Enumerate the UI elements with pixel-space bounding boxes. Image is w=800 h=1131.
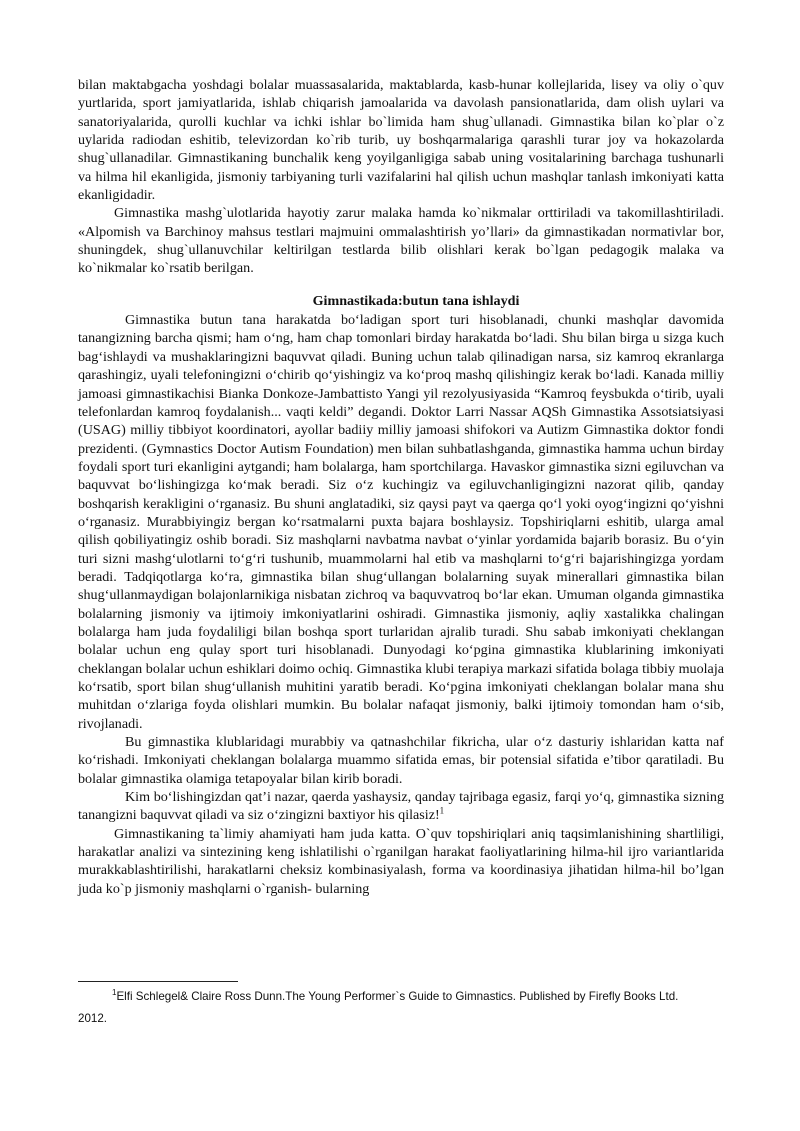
footnote [78,986,724,1030]
footnote-number: 1 [112,988,117,998]
paragraph-intro: bilan maktabgacha yoshdagi bolalar muassasalarida, maktablarda, kasb-hunar kollejlarida, lisey va oliy o`quv yurtlarida, sport jamiyatlarida, ishlab chiqarish jamoalarida va davolash pansionatlarida, dam olish uylari va sanatoriyalarida, qurolli kuchlar va ichki ishlar bo`limida ham shug`ullanadi. Gimnastika bilan ko`plar o`z uylarida radiodan eshitib, televizordan ko`rib turib, uy boshqarmalariga qarashli turar joy va hokazolarda shug`ullanadilar. Gimnastikaning bunchalik keng yoyilganligiga sabab uning vositalarining barchaga tushunarli va hilma hil ekanligida, jismoniy tarbiyaning turli vazifalarini hal qilish uchun mashqlar tanlash imkoniyati katta ekanligidadir. [78,77,724,204]
paragraph-conclusion-text: Kim bo‘lishingizdan qat’i nazar, qaerda yashaysiz, qanday tajribaga egasiz, farqi yo‘q, gimnastika sizning tanangizni baquvvat qiladi va siz o‘zingizni baxtiyor his qilasiz! [78,789,724,824]
paragraph-educational: Gimnastikaning ta`limiy ahamiyati ham juda katta. O`quv topshiriqlari aniq taqsimlanishining shartliligi, harakatlar analizi va sintezining keng ishlatilishi o`rganilgan harakat faoliyatlarining hilma-hil ijro variantlarida murakkablashtirilishi, harakatlarni cheksiz kombinasiyalash, forma va koordinasiya jihatidan hilma-hil bo’lgan juda ko`p jismoniy mashqlarni o`rganish- bularning [78,825,724,897]
paragraph-clubs: Bu gimnastika klublaridagi murabbiy va qatnashchilar fikricha, ular o‘z dasturiy ishlaridan katta naf ko‘rishadi. Imkoniyati cheklangan bolalarga muammo sifatida emas, bir potensial sifatida e’tibor qaratiladi. Bu bolalar gimnastika olamiga tetapoyalar bilan kirib boradi. [78,734,724,787]
section-heading: Gimnastikada:butun tana ishlaydi [312,292,520,309]
paragraph-skills: Gimnastika mashg`ulotlarida hayotiy zarur malaka hamda ko`nikmalar orttiriladi va takomillashtiriladi. «Alpomish va Barchinoy mahsus testlari majmuini ommalashtirish yo’llari» da gimnastikadan normativlar bor, shuningdek, shug`ullanuvchilar keltirilgan testlarda bilib olishlari kerak bo`lgan pedagogik malaka va ko`nikmalar ko`rsatib berilgan. [78,205,724,277]
footnote-line-1 [78,986,724,1008]
footnote-line-2: 2012. [78,1012,108,1025]
footnote-reference[interactable]: 1 [439,805,445,816]
document-body [78,76,724,898]
paragraph-whole-body: Gimnastika butun tana harakatda bo‘ladigan sport turi hisoblanadi, chunki mashqlar davomida tanangizning barcha qismi; ham o‘ng, ham chap tomonlari birday harakatda bo‘ladi. Shu bilan birga u sizga kuch bag‘ishlaydi va mushaklaringizni baquvvat qiladi. Buning uchun talab qilinadigan narsa, siz kamroq ekranlarga qarashingiz, uyali telefoningizni o‘chirib qo‘yishingiz va ko‘proq mashq qilishingiz kerak bo‘ladi. Kanada milliy jamoasi gimnastikachisi Bianka Donkoze-Jambattisto Yangi yil rezolyusiyasida “Kamroq feysbukda o‘tirib, uyali telefonlardan kamroq foydalanish... vaqti keldi” degandi. Doktor Larri Nassar AQSh Gimnastika Assotsiatsiyasi (USAG) milliy tibbiyot koordinatori, ayollar badiiy milliy jamoasi shifokori va Autizm Gimnastika doktor fondi prezidenti. (Gymnastics Doctor Autism Foundation) men bilan suhbatlashganda, gimnastika hamma uchun birday foydali sport turi ekanligini aytgandi; ham bolalarga, ham sportchilarga. Havaskor gimnastika sizni egiluvchan va baquvvat bo‘lishingizga ko‘mak beradi. Siz o‘z kuchingiz va egiluvchanligingizni nazorat qilib, qanday boshqarish kerakligini o‘rganasiz. Bu shuni anglatadiki, siz qaysi payt va qaerga qo‘l yoki oyog‘ingizni qo‘yishni o‘rganasiz. Murabbiyingiz bergan ko‘rsatmalarni puxta bajara boshlaysiz. Topshiriqlarni eshitib, ularga amal qilish qobiliyatingiz oshib boradi. Siz mashqlarni navbatma navbat o‘yinlar yordamida bajarib borasiz. Bu o‘yin turi sizni mashg‘ulotlarni to‘g‘ri tushunib, muammolarni hal etib va mashqlarni to‘g‘ri bajarishingizga yordam beradi. Tadqiqotlarga ko‘ra, gimnastika bilan shug‘ullangan bolalarning suyak minerallari gimnastika bilan shug‘ullanmaydigan bolajonlarnikiga nisbatan zichroq va baquvvatroq bo‘lar ekan. Umuman olganda gimnastika bolalarning jismoniy va ijtimoiy imkoniyatlarini oshiradi. Gimnastika jismoniy, aqliy xastalikka chalingan bolalarga ham juda foydaliligi bilan boshqa sport turlaridan ajralib turadi. Shu sabab imkoniyati cheklangan bolalar uchun eng qulay sport turi hisoblanadi. Dunyodagi ko‘pgina gimnastika klublarining imkoniyati cheklangan bolalar uchun eshiklari doimo ochiq. Gimnastika klubi terapiya markazi sifatida bolaga tibbiy muolaja ko‘rsatib, sport bilan shug‘ullanish muhitini yaratib beradi. Ko‘pgina imkoniyati cheklangan bolalar mana shu muhitdan o‘zlariga foyda olishlari mumkin. Bu bolalar nafaqat jismoniy, balki ijtimoiy tomondan ham o‘sib, rivojlanadi. [78,312,724,732]
paragraph-conclusion [78,788,724,825]
footnote-separator [78,981,238,982]
footnote-text: Elfi Schlegel& Claire Ross Dunn.The Young Performer`s Guide to Gimnastics. Published by Firefly Books Ltd. [116,990,679,1003]
